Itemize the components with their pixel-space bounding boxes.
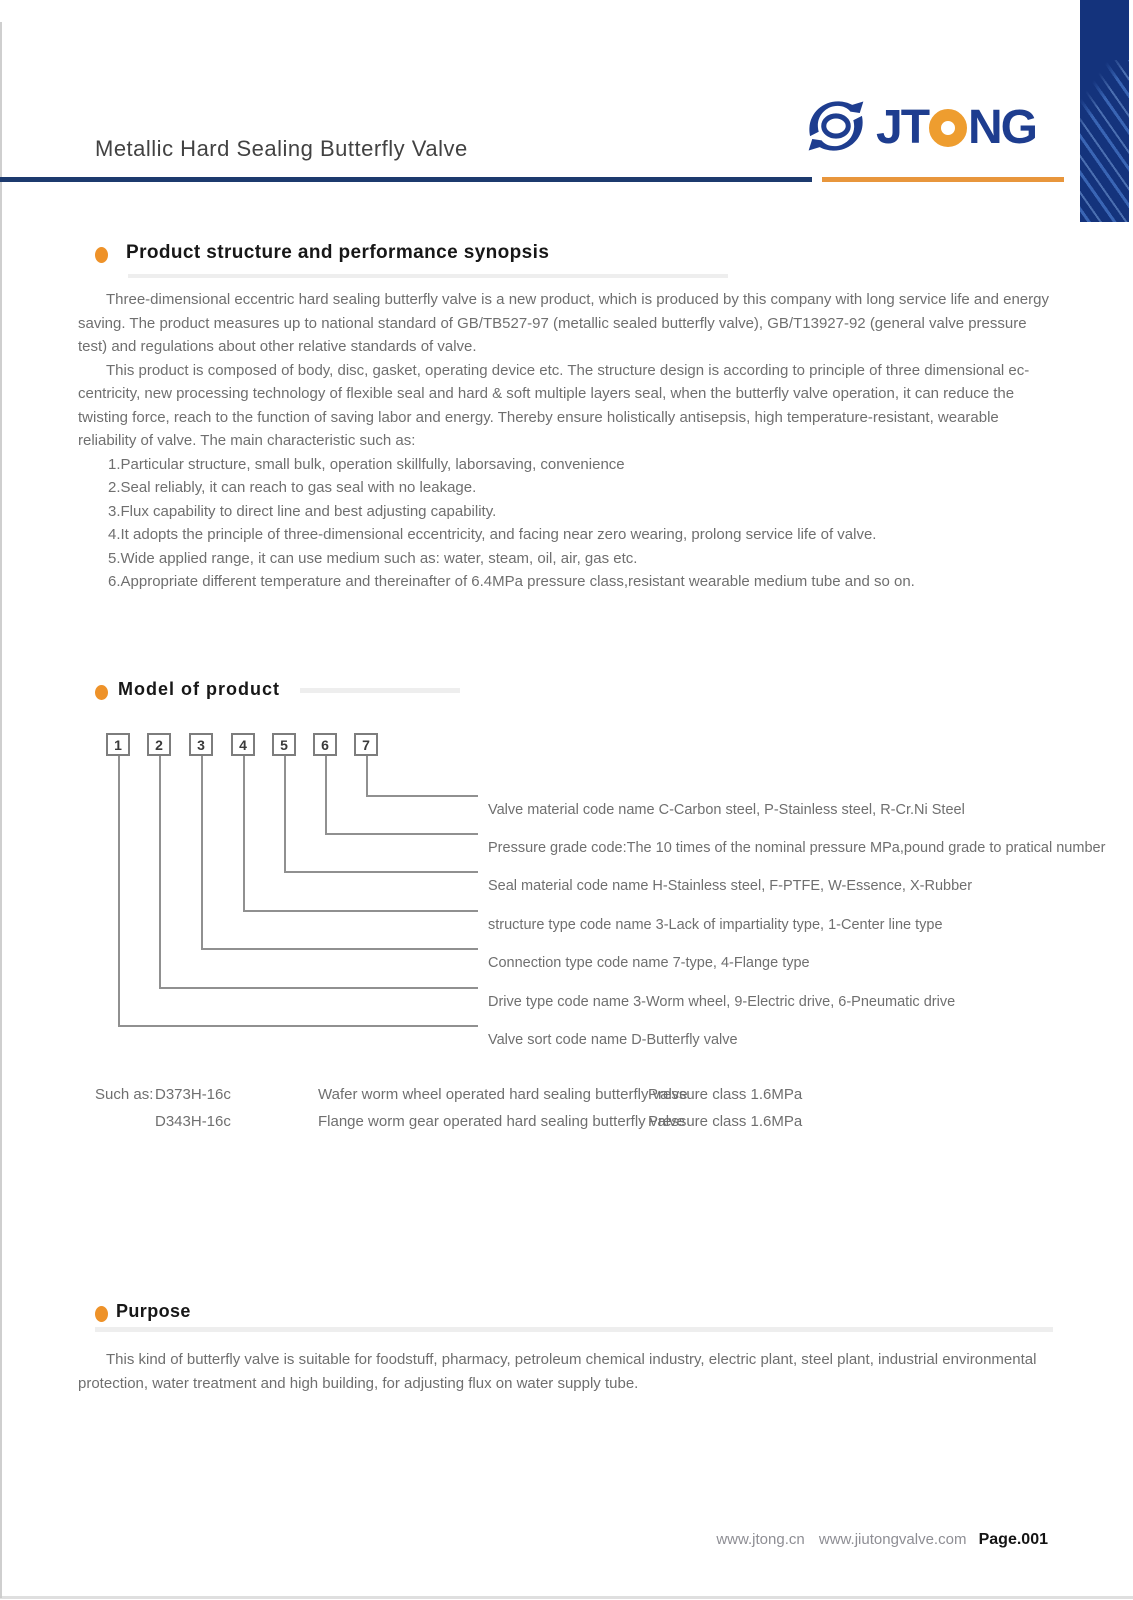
connector-vline-3 (201, 756, 203, 948)
model-bullet-icon (95, 685, 108, 700)
feature-list (108, 453, 1055, 594)
feature-item: 3.Flux capability to direct line and best adjusting capability. (108, 502, 497, 520)
purpose-body (78, 1348, 1055, 1396)
synopsis-heading: Product structure and performance synopsis (126, 242, 550, 263)
connector-vline-7 (366, 756, 368, 795)
purpose-bullet-icon (95, 1306, 108, 1322)
footer-url-jiutongvalve: www.jiutongvalve.com (818, 1531, 967, 1548)
synopsis-paragraph-2: This product is composed of body, disc, gasket, operating device etc. The structure design is according to principle of three dimensional ec-centricity, new processing technology of flexible seal and hard & soft multiple layers seal, when the butterfly valve operation, it can reduce the twisting force, reach to the function of saving labor and energy. Thereby ensure holistically antisepsis, high temperature-resistant, wearable reliability of valve. The main characteristic such as: (78, 361, 1030, 449)
connector-vline-2 (159, 756, 161, 987)
purpose-paragraph: This kind of butterfly valve is suitable for foodstuff, pharmacy, petroleum chemical industry, electric plant, steel plant, industrial environmental protection, water treatment and high building, for adjusting flux on water supply tube. (78, 1351, 1037, 1392)
model-heading: Model of product (118, 679, 280, 699)
scan-smudge (95, 1327, 1053, 1332)
purpose-heading: Purpose (116, 1301, 191, 1321)
model-digit-box-6: 6 (313, 733, 337, 756)
synopsis-bullet-icon (95, 247, 108, 263)
page-title: Metallic Hard Sealing Butterfly Valve (95, 136, 468, 161)
jtong-logo-text (876, 100, 1036, 155)
footer-page-number: Page.001 (978, 1531, 1048, 1548)
model-label-structure-type: structure type code name 3-Lack of impartiality type, 1-Center line type (488, 917, 943, 933)
scan-smudge (300, 688, 460, 693)
connector-vline-1 (118, 756, 120, 1025)
connector-hline-5 (284, 871, 478, 873)
example-code: D373H-16c (155, 1086, 231, 1103)
model-label-valve-sort: Valve sort code name D-Butterfly valve (488, 1032, 738, 1048)
connector-hline-4 (243, 910, 478, 912)
synopsis-body (78, 288, 1055, 594)
footer-url-jtong: www.jtong.cn (716, 1531, 805, 1548)
feature-item: 6.Appropriate different temperature and thereinafter of 6.4MPa pressure class,resistant wearable medium tube and so on. (108, 573, 915, 590)
model-digit-box-7: 7 (354, 733, 378, 756)
feature-item: 1.Particular structure, small bulk, operation skillfully, laborsaving, convenience (108, 455, 625, 473)
header-rule-orange (822, 177, 1064, 182)
model-label-drive-type: Drive type code name 3-Worm wheel, 9-Electric drive, 6-Pneumatic drive (488, 994, 956, 1010)
scan-smudge (128, 274, 728, 278)
example-code: D343H-16c (155, 1113, 231, 1130)
page-footer (716, 1531, 1048, 1549)
example-description: Flange worm gear operated hard sealing butterfly valve (318, 1113, 685, 1130)
feature-item: 2.Seal reliably, it can reach to gas seal with no leakage. (108, 479, 477, 496)
feature-item: 5.Wide applied range, it can use medium such as: water, steam, oil, air, gas etc. (108, 549, 638, 567)
jtong-swirl-icon (800, 84, 872, 168)
example-pressure-class: Pressure class 1.6MPa (648, 1086, 803, 1103)
logo-o-ring-icon (929, 109, 967, 147)
feature-item: 4.It adopts the principle of three-dimensional eccentricity, and facing near zero wearing, prolong service life of valve. (108, 526, 877, 543)
corner-banner (1080, 0, 1129, 222)
model-digit-box-5: 5 (272, 733, 296, 756)
page-bottom-edge (0, 1596, 1133, 1599)
model-label-pressure-grade: Pressure grade code:The 10 times of the nominal pressure MPa,pound grade to pratical number (488, 840, 1106, 856)
connector-hline-2 (159, 987, 478, 989)
connector-hline-3 (201, 948, 478, 950)
example-prefix: Such as: (95, 1086, 154, 1103)
model-label-valve-material: Valve material code name C-Carbon steel, P-Stainless steel, R-Cr.Ni Steel (488, 802, 965, 818)
page-left-edge (0, 22, 2, 1598)
model-label-seal-material: Seal material code name H-Stainless steel, F-PTFE, W-Essence, X-Rubber (488, 878, 973, 894)
example-pressure-class: Pressure class 1.6MPa (648, 1113, 803, 1130)
connector-vline-4 (243, 756, 245, 910)
model-digit-box-1: 1 (106, 733, 130, 756)
logo-text-right: NG (968, 101, 1037, 154)
connector-hline-1 (118, 1025, 478, 1027)
header-rule-navy (0, 177, 812, 182)
model-digit-box-4: 4 (231, 733, 255, 756)
example-description: Wafer worm wheel operated hard sealing butterfly valve (318, 1086, 688, 1103)
connector-hline-6 (325, 833, 478, 835)
model-label-connection-type: Connection type code name 7-type, 4-Flange type (488, 955, 810, 971)
logo-text-left: JT (876, 101, 929, 154)
model-digit-box-2: 2 (147, 733, 171, 756)
connector-vline-6 (325, 756, 327, 833)
model-digit-box-3: 3 (189, 733, 213, 756)
synopsis-paragraph-1: Three-dimensional eccentric hard sealing butterfly valve is a new product, which is produced by this company with long service life and energy saving. The product measures up to national standard of GB/TB527-97 (metallic sealed butterfly valve), GB/T13927-92 (general valve pressure test) and regulations about other relative standards of valve. (78, 291, 1049, 355)
corner-banner-solid (1080, 0, 1129, 222)
connector-hline-7 (366, 795, 478, 797)
connector-vline-5 (284, 756, 286, 871)
